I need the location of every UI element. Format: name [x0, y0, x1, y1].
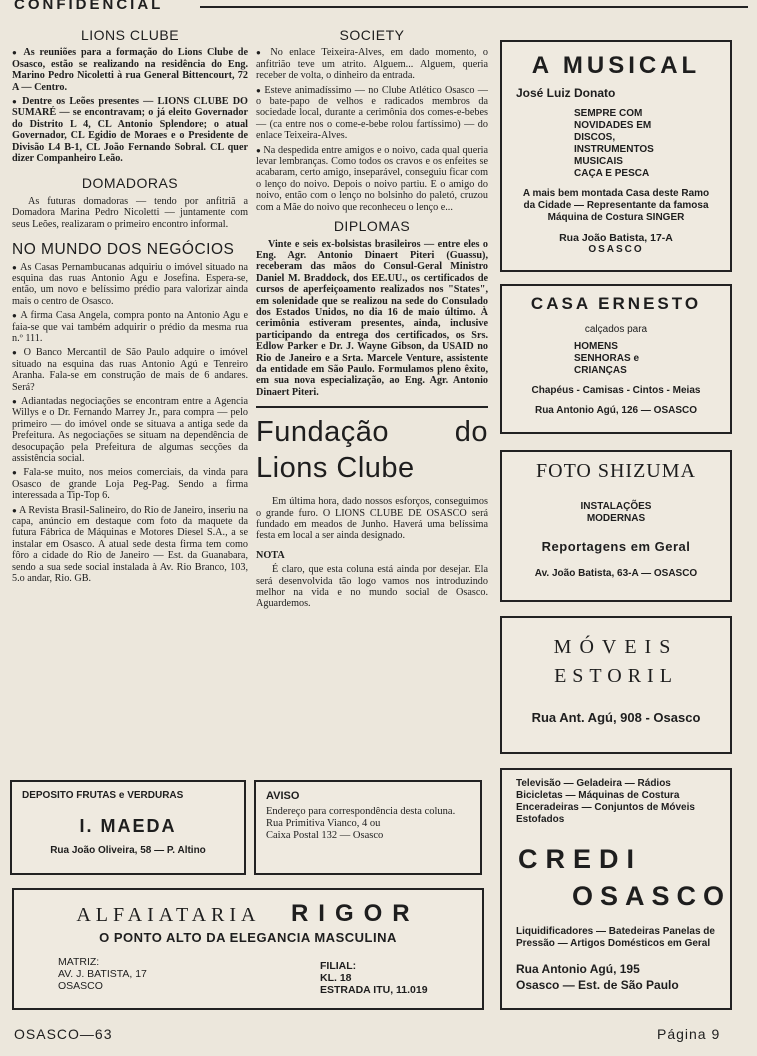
ad-credi-osasco [500, 768, 732, 1010]
negocios-section-title: NO MUNDO DOS NEGÓCIOS [12, 241, 235, 259]
musical-item-5: MUSICAIS [574, 156, 623, 167]
nota-title: NOTA [256, 549, 285, 561]
aviso-line-3: Caixa Postal 132 — Osasco [266, 830, 384, 841]
maeda-address: Rua João Oliveira, 58 — P. Altino [50, 845, 206, 856]
ernesto-sub: calçados para [584, 324, 648, 335]
credi-name-1: CREDI [518, 844, 643, 874]
musical-name: A MUSICAL [531, 52, 701, 79]
ad-alfaiataria-rigor [12, 888, 484, 1010]
fundacao-paragraph: Em última hora, dado nossos esforços, conseguimos o grande furo. O LIONS CLUBE DE OSASCO será fundado em meados de Junho. Haverá uma belíssima festa em local a ser ainda designado. [256, 496, 488, 542]
diplomas-section-title: DIPLOMAS [333, 218, 411, 235]
ad-aviso [254, 780, 482, 875]
ernesto-items [574, 341, 730, 377]
diplomas-paragraph: Vinte e seis ex-bolsistas brasileiros — entre eles o Eng. Agr. Antonio Dinaert Piteri (Guassu), receberam das mãos do Consul-Geral Ministro Daniel M. Braddock, dos EE.UU., os certificados de cursos de aperfeiçoamento realizados nos "States", em solenidade que se realizou na sede do Consulado dos Estados Unidos, no dia 16 de maio último. À cerimônia estiveram presentes, ainda, inclusive participando da entrega dos certificados, os Srs. Edlow Parker e Dr. J. Wayne Gibson, da USAID no Rio de Janeiro e a Srta. Marcele Venture, assistente da entidade em São Paulo. Formulamos pleno êxito, em sua nova especialização, ao Eng. Agr. Antonio Dinaert Piteri. [256, 238, 488, 398]
rigor-matriz [58, 956, 147, 992]
rigor-filial-address: ESTRADA ITU, 11.019 [320, 984, 428, 996]
rigor-name-1: ALFAIATARIA [76, 904, 261, 926]
ernesto-name: CASA ERNESTO [530, 294, 702, 313]
musical-item-4: INSTRUMENTOS [574, 144, 654, 155]
middle-divider [256, 406, 488, 408]
musical-item-1: SEMPRE COM [574, 108, 643, 119]
shizuma-name: FOTO SHIZUMA [536, 460, 696, 482]
rigor-name-2: RIGOR [290, 900, 420, 927]
society-section-title: SOCIETY [339, 27, 405, 43]
credi-city: Osasco — Est. de São Paulo [516, 978, 679, 992]
aviso-line-2: Rua Primitiva Vianco, 4 ou [266, 818, 381, 829]
aviso-title: AVISO [266, 790, 300, 802]
ad-foto-shizuma [500, 450, 732, 602]
estoril-name-1: MÓVEIS [553, 636, 679, 658]
shizuma-item-1: INSTALAÇÕES [580, 501, 652, 512]
society-paragraph-2: ● Esteve animadíssimo — no Clube Atlético Osasco — o bate-papo de velhos e radicados membros da sociedade local, durante a cerimônia dos comes-e-bebes — (ca entre nos o come-e-bebe rolou fartíssimo) — do enlace Teixeira-Alves. [256, 85, 488, 142]
rigor-filial-km: KL. 18 [320, 972, 352, 984]
footer-left: OSASCO—63 [14, 1026, 113, 1042]
credi-bottom: Liquidificadores — Batedeiras Panelas de Pressão — Artigos Domésticos em Geral [516, 926, 715, 949]
shizuma-address: Av. João Batista, 63-A — OSASCO [534, 568, 698, 579]
page-header-title: CONFIDENCIAL [14, 0, 164, 13]
society-paragraph-3: ● Na despedida entre amigos e o noivo, cada qual queria levar lembranças. Como todos os cravos e os enfeites se acabaram, certo amigo, inseparável, conseguiu ficar com o lenço do noivo. Depois o noivo partiu. E o amigo do noivo, então com o lenço no bolsinho do paletó, cruzou com a Mãe do noivo que reconheceu o lenço e... [256, 145, 488, 213]
nota-paragraph: É claro, que esta coluna está ainda por desejar. Ela será desenvolvida tão logo vamos nos introduzindo melhor na vida e no mundo social de Osasco. Aguardemos. [256, 564, 488, 610]
negocios-paragraph-2: ● A firma Casa Angela, compra ponto na Antonio Agu e faia-se que vai também adquirir o prédio da mesma rua n.º 111. [12, 310, 248, 344]
domadoras-section-title: DOMADORAS [81, 175, 179, 192]
musical-item-3: DISCOS, [574, 132, 616, 143]
aviso-line-1: Endereço para correspondência desta coluna. [266, 806, 456, 817]
rigor-matriz-city: OSASCO [58, 980, 103, 992]
page-number: Página 9 [657, 1026, 721, 1042]
left-column [12, 27, 248, 587]
estoril-name-2: ESTORIL [554, 665, 678, 687]
lions-paragraph-2: ● Dentre os Leões presentes — LIONS CLUBE DO SUMARÉ — se encontravam; o já eleito Governador do Distrito L 4, CL Antonio Splendore; o atual Governador, CL Egidio de Moraes e o Presidente de Divisão L4 B-1, CL João Fernando Sobral. CL quer dizer Companheiro Leão. [12, 96, 248, 164]
rigor-matriz-label: MATRIZ: [58, 956, 100, 968]
ernesto-address: Rua Antonio Agú, 126 — OSASCO [534, 405, 698, 416]
credi-address: Rua Antonio Agú, 195 [516, 962, 640, 976]
negocios-paragraph-3: ● O Banco Mercantil de São Paulo adquire o imóvel situado na esquina das ruas Antonio Agú e Tenreiro Aranha. Fala-se em construção de mais de 6 andares. Será? [12, 347, 248, 393]
credi-top: Televisão — Geladeira — Rádios Bicicletas — Máquinas de Costura Enceradeiras — Conjuntos de Móveis Estofados [516, 778, 695, 825]
negocios-paragraph-4: ● Adiantadas negociações se encontram entre a Agencia Willys e o Dr. Fernando Marrey Jr., para compra — pelo primeiro — do imóvel onde se situava a antiga sede da Prefeitura. As negociações se situam na dependência de desocupação pela Prefeitura de algumas secções da assistência social. [12, 396, 248, 464]
society-paragraph-1: ● No enlace Teixeira-Alves, em dado momento, o anfitrião teve um atrito. Alguem... Alguem, queria receber de volta, o dinheiro da entrada. [256, 47, 488, 81]
ernesto-line: Chapéus - Camisas - Cintos - Meias [531, 385, 701, 396]
musical-items [574, 108, 730, 180]
negocios-paragraph-1: ● As Casas Pernambucanas adquiriu o imóvel situado na esquina das ruas Antonio Agu e Josefina. Espera-se, então, um novo e belíssimo prédio para valorizar ainda mais o centro de Osasco. [12, 262, 248, 308]
musical-owner: José Luiz Donato [516, 86, 616, 100]
middle-column [256, 27, 488, 613]
shizuma-item-2: MODERNAS [586, 513, 646, 524]
maeda-name: I. MAEDA [79, 816, 177, 836]
ad-a-musical [500, 40, 732, 272]
musical-description: A mais bem montada Casa deste Ramo da Cidade — Representante da famosa Máquina de Costura SINGER [522, 188, 710, 223]
rigor-name-row [14, 900, 482, 926]
negocios-paragraph-5: ● Fala-se muito, nos meios comerciais, da vinda para Osasco de grande Loja Peg-Pag. Sendo a firma interessada a Tip-Top 6. [12, 467, 248, 501]
fundacao-title: Fundação do Lions Clube [256, 416, 488, 485]
rigor-matriz-address: AV. J. BATISTA, 17 [58, 968, 147, 980]
ad-maeda [10, 780, 246, 875]
header-rule [200, 6, 748, 8]
ernesto-item-1: HOMENS [574, 341, 618, 352]
lions-paragraph-1: ● As reuniões para a formação do Lions Clube de Osasco, estão se realizando na residência do Eng. Marino Pedro Nicoletti à rua General Bittencourt, 72 A — Centro. [12, 47, 248, 93]
musical-city: OSASCO [588, 244, 644, 255]
lions-section-title: LIONS CLUBE [80, 27, 180, 43]
musical-item-2: NOVIDADES EM [574, 120, 652, 131]
ernesto-item-3: CRIANÇAS [574, 365, 627, 376]
estoril-address: Rua Ant. Agú, 908 - Osasco [531, 710, 701, 725]
aviso-body [266, 806, 470, 842]
ad-moveis-estoril [500, 616, 732, 754]
rigor-slogan: O PONTO ALTO DA ELEGANCIA MASCULINA [99, 930, 397, 945]
rigor-filial [320, 960, 428, 996]
shizuma-line: Reportagens em Geral [541, 539, 691, 554]
domadoras-paragraph: As futuras domadoras — tendo por anfitriã a Domadora Marina Pedro Nicoletti — juntamente com seus Leões, realizaram o primeiro encontro informal. [12, 195, 248, 230]
musical-item-6: CAÇA E PESCA [574, 168, 650, 179]
negocios-paragraph-6: ● A Revista Brasil-Salineiro, do Rio de Janeiro, inseriu na capa, anúncio em destaque com foto da maquete da futura Fábrica de Máquinas e Motores Diesel S.A., a se instalar em Osasco. A atual sede desta firma tem como fôro a cidade do Rio de Janeiro — Est. da Guanabara, sendo a sua sede social instalada à Av. Rio Branco, 103, 5.o andar, Rio. GB. [12, 505, 248, 585]
maeda-top: DEPOSITO FRUTAS e VERDURAS [22, 790, 184, 801]
ad-casa-ernesto [500, 284, 732, 434]
credi-name-2: OSASCO [572, 881, 732, 911]
rigor-filial-label: FILIAL: [320, 960, 357, 972]
ernesto-item-2: SENHORAS e [574, 353, 640, 364]
musical-address: Rua João Batista, 17-A [559, 232, 673, 244]
